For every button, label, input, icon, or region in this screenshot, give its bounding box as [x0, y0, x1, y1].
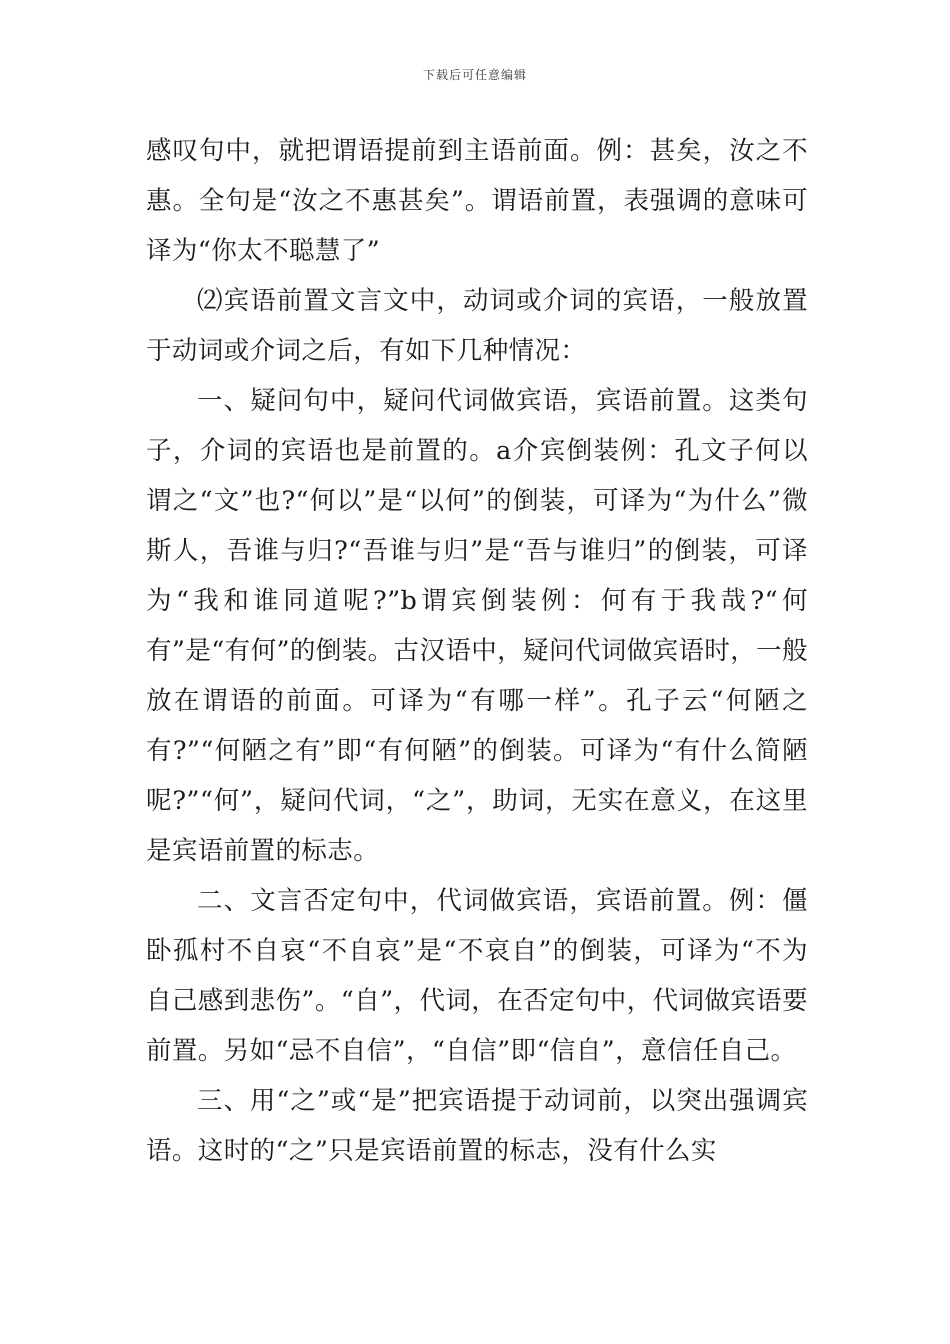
paragraph-object-fronting-intro: ⑵宾语前置文言文中，动词或介词的宾语，一般放置于动词或介词之后，有如下几种情况： [146, 286, 808, 366]
paragraph-negative-fronting: 二、文言否定句中，代词做宾语，宾语前置。例：僵卧孤村不自哀“不自哀”是“不哀自”的倒装，可译为“不为自己感到悲伤”。“自”，代词，在否定句中，代词做宾语要前置。另如“忌不自信”，“自信”即“信自”，意信任自己。 [146, 886, 808, 1066]
paragraph-exclamatory-predicate: 感叹句中，就把谓语提前到主语前面。例：甚矣，汝之不惠。全句是“汝之不惠甚矣”。谓语前置，表强调的意味可译为“你太不聪慧了” [146, 136, 808, 266]
page-header: 下载后可任意编辑 [422, 68, 527, 82]
paragraph-interrogative-fronting: 一、疑问句中，疑问代词做宾语，宾语前置。这类句子，介词的宾语也是前置的。a介宾倒装例：孔文子何以谓之“文”也?“何以”是“以何”的倒装，可译为“为什么”微斯人，吾谁与归?“吾谁与归”是“吾与谁归”的倒装，可译为“我和谁同道呢?”b谓宾倒装例：何有于我哉?“何有”是“有何”的倒装。古汉语中，疑问代词做宾语时，一般放在谓语的前面。可译为“有哪一样”。孔子云“何陋之有?”“何陋之有”即“有何陋”的倒装。可译为“有什么简陋呢?”“何”，疑问代词，“之”，助词，无实在意义，在这里是宾语前置的标志。 [146, 386, 808, 866]
paragraph-zhi-shi-fronting: 三、用“之”或“是”把宾语提于动词前，以突出强调宾语。这时的“之”只是宾语前置的标志，没有什么实 [146, 1086, 808, 1166]
document-body [146, 126, 808, 1176]
